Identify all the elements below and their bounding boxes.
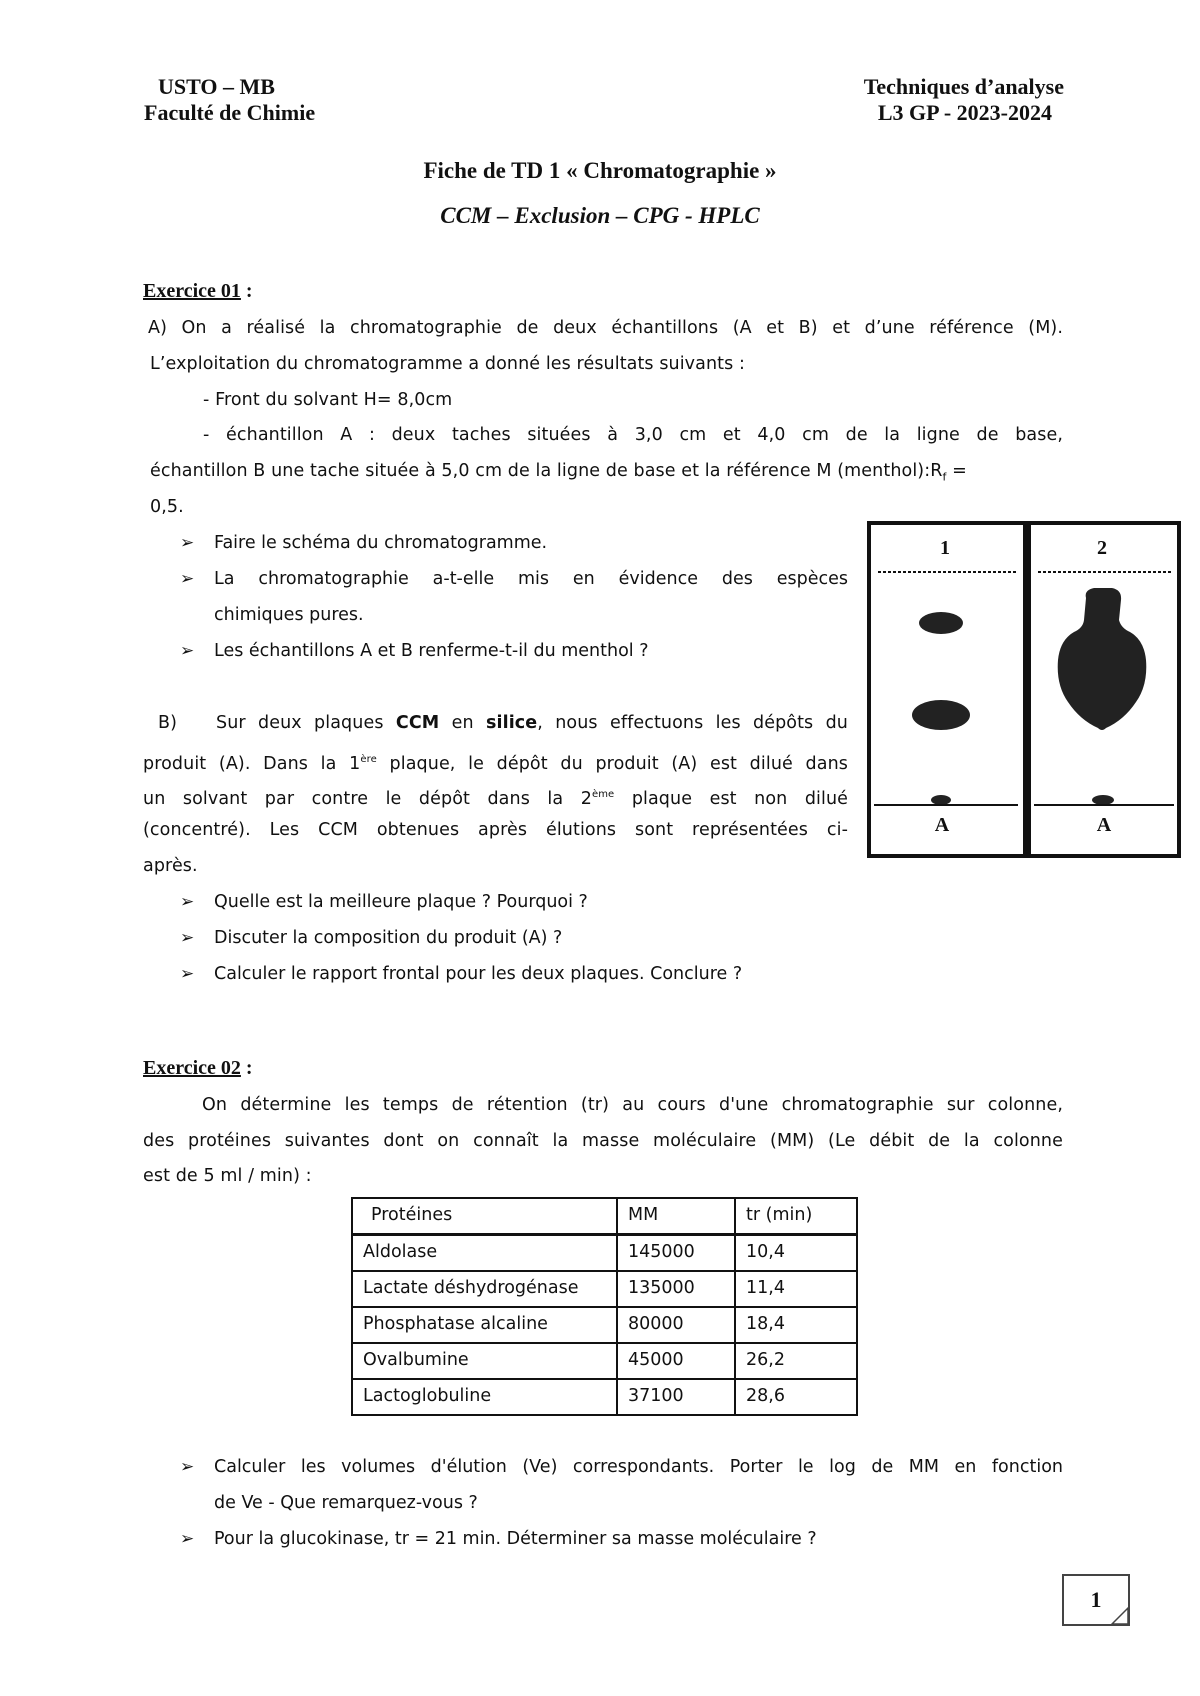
ex1-question-1-text: Faire le schéma du chromatogramme. xyxy=(214,533,548,553)
page-fold-icon xyxy=(1110,1606,1130,1626)
ex1-partB-line1 xyxy=(216,706,848,742)
table-cell: Lactate déshydrogénase xyxy=(352,1271,617,1307)
table-row xyxy=(352,1307,857,1343)
bullet-arrow-icon: ➢ xyxy=(180,964,195,984)
rf-subscript: f xyxy=(942,470,947,484)
ex1-partB-line3 xyxy=(143,777,848,817)
partB-line2-post: plaque, le dépôt du produit (A) est dilué dans xyxy=(376,753,848,774)
exercise1-heading-text: Exercice 01 xyxy=(143,280,241,302)
table-cell: Aldolase xyxy=(352,1235,617,1272)
bullet-arrow-icon: ➢ xyxy=(180,569,195,589)
exercise1-heading-colon: : xyxy=(240,280,253,302)
ex1-partB-question-3 xyxy=(180,957,880,993)
ex2-question-1 xyxy=(180,1450,1065,1486)
table-header-cell: MM xyxy=(617,1198,735,1235)
table-row xyxy=(352,1379,857,1415)
page-title: Fiche de TD 1 « Chromatographie » xyxy=(423,158,777,183)
partB-line1-post: , nous effectuons les dépôts du xyxy=(537,713,848,733)
page-number: 1 xyxy=(1062,1574,1130,1626)
ex2-line2: des protéines suivantes dont on connaît la masse moléculaire (MM) (Le débit de la colonne xyxy=(143,1131,1063,1151)
ex1-partA-line3: - Front du solvant H= 8,0cm xyxy=(203,390,453,410)
plate1-label: A xyxy=(934,814,950,836)
exercise2-heading-colon: : xyxy=(240,1057,253,1079)
ex1-partA-line4: - échantillon A : deux taches situées à 3,0 cm et 4,0 cm de la ligne de base, xyxy=(203,425,1063,445)
ex1-question-2 xyxy=(180,562,850,598)
ex2-question-2 xyxy=(180,1522,1065,1558)
table-cell: 145000 xyxy=(617,1235,735,1272)
ex1-partB-question-1-text: Quelle est la meilleure plaque ? Pourquoi ? xyxy=(214,892,588,912)
exercise2-heading xyxy=(143,1057,253,1080)
ex1-question-2-cont: chimiques pures. xyxy=(214,605,364,625)
plate2-number: 2 xyxy=(1097,537,1107,559)
faculty-name: Faculté de Chimie xyxy=(144,100,316,125)
ex1-partA-line2: L’exploitation du chromatogramme a donné les résultats suivants : xyxy=(150,354,745,374)
ex1-partA-line6: 0,5. xyxy=(150,497,184,517)
ex2-question-1-cont: de Ve - Que remarquez-vous ? xyxy=(214,1493,478,1513)
bullet-arrow-icon: ➢ xyxy=(180,641,195,661)
partB-line1-mid: en xyxy=(439,713,486,733)
table-row xyxy=(352,1271,857,1307)
exercise1-heading xyxy=(143,280,253,303)
plate2-deposit xyxy=(1092,795,1114,805)
ex2-line1: On détermine les temps de rétention (tr) au cours d'une chromatographie sur colonne, xyxy=(202,1095,1063,1115)
ex1-question-1 xyxy=(180,526,850,562)
table-header-cell: Protéines xyxy=(352,1198,617,1235)
ex1-partB-line4: (concentré). Les CCM obtenues après élutions sont représentées ci- xyxy=(143,820,848,840)
partB-line3-post: plaque est non dilué xyxy=(614,788,849,809)
plate2-label: A xyxy=(1096,814,1112,836)
partB-line3-sup: ème xyxy=(591,789,615,800)
table-row xyxy=(352,1235,857,1272)
ex1-partB-question-2 xyxy=(180,921,880,957)
ex2-question-1-text: Calculer les volumes d'élution (Ve) correspondants. Porter le log de MM en fonction xyxy=(214,1457,1063,1477)
table-cell: 45000 xyxy=(617,1343,735,1379)
plate1-spot-lower xyxy=(912,700,970,730)
tlc-plate-2-figure xyxy=(1026,520,1184,860)
plate1-number: 1 xyxy=(940,537,950,559)
table-cell: 37100 xyxy=(617,1379,735,1415)
table-cell: 10,4 xyxy=(735,1235,857,1272)
ex1-question-3 xyxy=(180,634,850,670)
tlc-plate-1 xyxy=(869,523,1025,856)
ex1-partA-line5-end: = xyxy=(946,461,967,481)
bullet-arrow-icon: ➢ xyxy=(180,1529,195,1549)
ex2-question-2-text: Pour la glucokinase, tr = 21 min. Déterminer sa masse moléculaire ? xyxy=(214,1529,817,1549)
ex1-partB-question-3-text: Calculer le rapport frontal pour les deux plaques. Conclure ? xyxy=(214,964,743,984)
bullet-arrow-icon: ➢ xyxy=(180,892,195,912)
table-cell: Ovalbumine xyxy=(352,1343,617,1379)
bullet-arrow-icon: ➢ xyxy=(180,1457,195,1477)
ex1-partA-line1: A) On a réalisé la chromatographie de deux échantillons (A et B) et d’une référence (M). xyxy=(148,318,1063,338)
partB-line1-pre: Sur deux plaques xyxy=(216,713,396,733)
table-cell: 80000 xyxy=(617,1307,735,1343)
ex1-partB-question-1 xyxy=(180,885,880,921)
page-subtitle: CCM – Exclusion – CPG - HPLC xyxy=(440,203,760,228)
partB-line3-pre: un solvant par contre le dépôt dans la 2 xyxy=(143,788,592,809)
ex1-partB-line5: après. xyxy=(143,856,198,876)
partB-silice: silice xyxy=(485,713,538,733)
table-cell: 26,2 xyxy=(735,1343,857,1379)
table-header-cell: tr (min) xyxy=(735,1198,857,1235)
table-cell: 28,6 xyxy=(735,1379,857,1415)
exercise2-heading-text: Exercice 02 xyxy=(143,1057,241,1079)
ex1-question-3-text: Les échantillons A et B renferme-t-il du menthol ? xyxy=(214,641,649,661)
partB-ccm: CCM xyxy=(395,713,440,733)
partB-line2-sup: ère xyxy=(360,754,377,765)
table-header-row xyxy=(352,1198,857,1235)
ex1-question-2-text: La chromatographie a-t-elle mis en évidence des espèces xyxy=(214,569,848,589)
proteins-table xyxy=(351,1197,858,1416)
ex1-partA-line5 xyxy=(150,454,1065,495)
table-row xyxy=(352,1343,857,1379)
partB-line2-pre: produit (A). Dans la 1 xyxy=(143,753,361,774)
institution-name: USTO – MB xyxy=(158,74,275,99)
table-cell: Lactoglobuline xyxy=(352,1379,617,1415)
level-year: L3 GP - 2023-2024 xyxy=(877,100,1052,125)
table-cell: 135000 xyxy=(617,1271,735,1307)
bullet-arrow-icon: ➢ xyxy=(180,928,195,948)
table-cell: 11,4 xyxy=(735,1271,857,1307)
ex1-partB-question-2-text: Discuter la composition du produit (A) ? xyxy=(214,928,563,948)
course-name: Techniques d’analyse xyxy=(863,74,1064,99)
ex1-partA-line5-text: échantillon B une tache située à 5,0 cm de la ligne de base et la référence M (menthol):R xyxy=(150,461,943,481)
plate1-spot-upper xyxy=(919,612,963,634)
plate1-deposit xyxy=(931,795,951,805)
bullet-arrow-icon: ➢ xyxy=(180,533,195,553)
ex1-partB-label: B) xyxy=(158,713,178,733)
table-cell: Phosphatase alcaline xyxy=(352,1307,617,1343)
ex2-line3: est de 5 ml / min) : xyxy=(143,1166,312,1186)
table-cell: 18,4 xyxy=(735,1307,857,1343)
